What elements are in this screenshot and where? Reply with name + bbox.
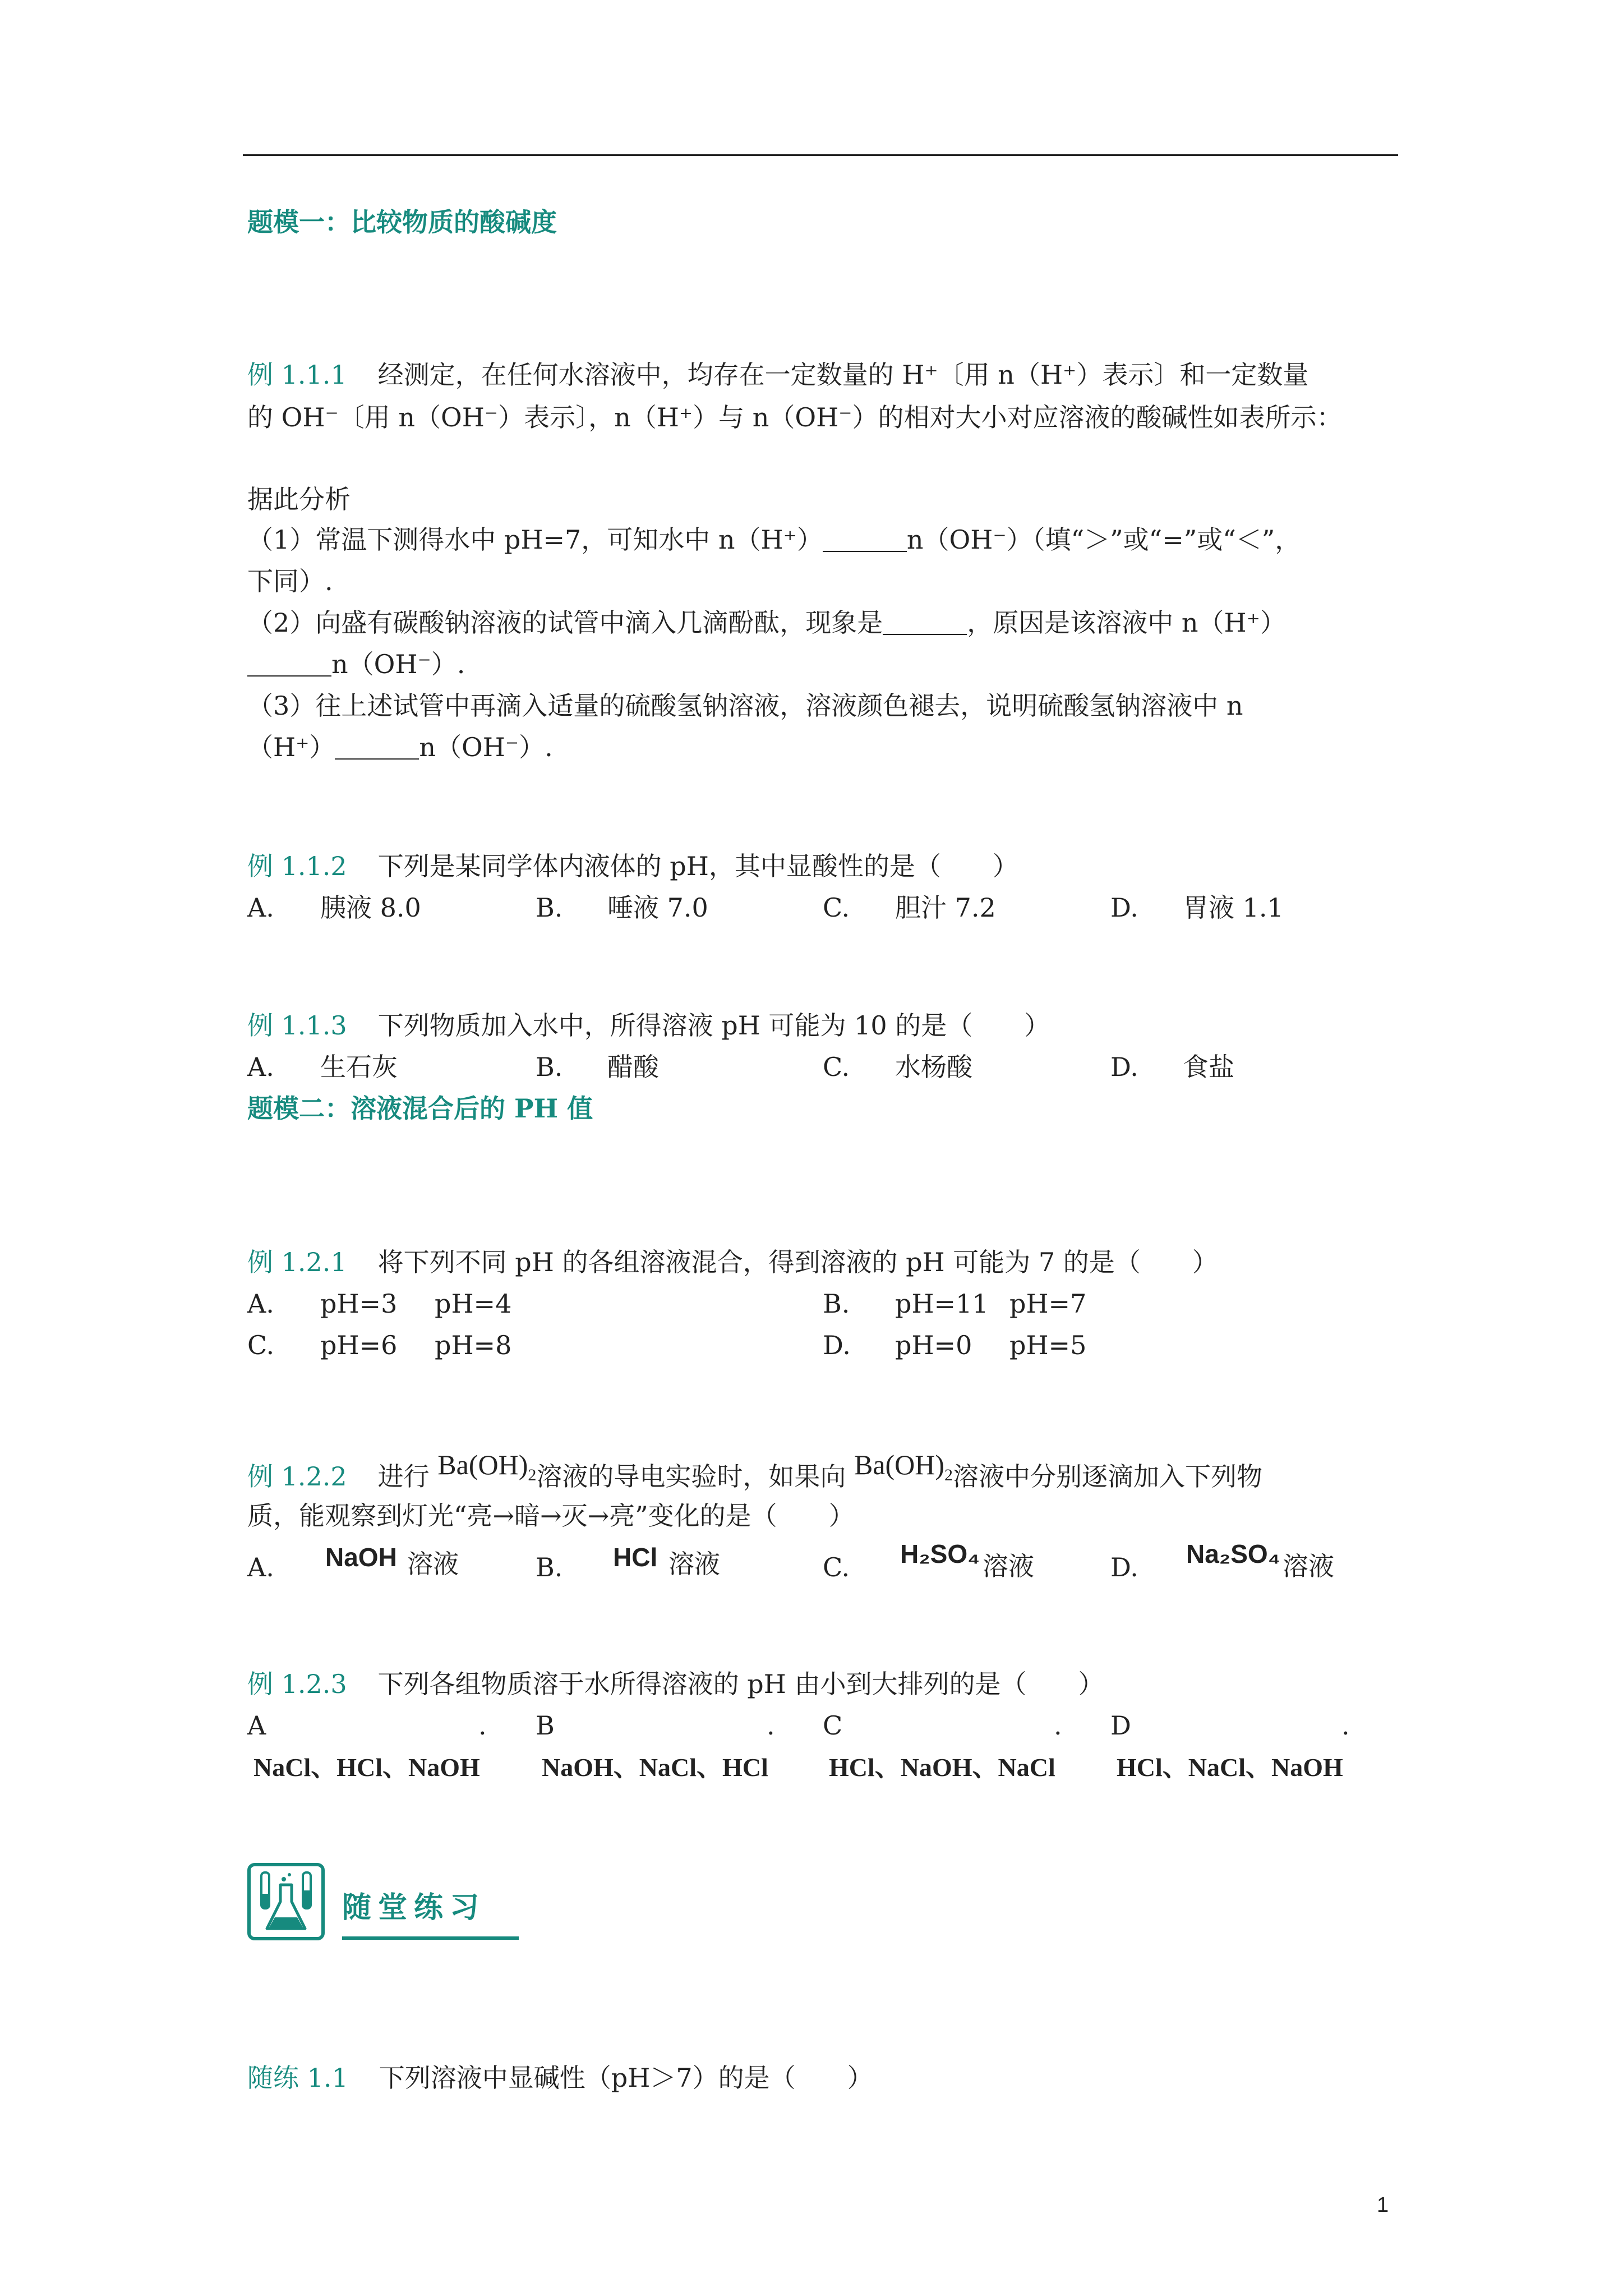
option-letter: C. — [823, 892, 850, 923]
ex123-option-c-letter[interactable]: C — [823, 1710, 843, 1741]
ex111-q1-part-b: n（OH⁻）（填“＞”或“=”或“＜”， — [906, 524, 1301, 555]
ex121-option-c-val2: pH=8 — [435, 1330, 512, 1360]
ex112-question — [247, 850, 1018, 883]
ex113-question-text: 下列物质加入水中，所得溶液 pH 可能为 10 的是（ ） — [377, 1010, 1050, 1041]
ex121-option-d[interactable] — [823, 1329, 851, 1362]
answer-blank[interactable] — [883, 608, 967, 635]
formula-text: NaOH — [325, 1543, 397, 1572]
ex112-option-b[interactable] — [536, 892, 562, 924]
ex112-option-d[interactable] — [1110, 892, 1138, 924]
ex122-option-d-formula — [1186, 1538, 1280, 1571]
ex123-question — [247, 1668, 1104, 1701]
ex122-option-a-suffix: 溶液 — [407, 1549, 459, 1579]
ex112-option-d-text: 胃液 1.1 — [1183, 892, 1284, 923]
header-rule — [243, 154, 1398, 156]
ex122-formula-1 — [437, 1449, 537, 1484]
flask-icon — [247, 1862, 325, 1941]
ex122-option-d[interactable] — [1110, 1552, 1138, 1584]
option-letter: B. — [823, 1289, 850, 1319]
formula-subscript: 2 — [528, 1466, 537, 1484]
ex123-option-c-dot: . — [1054, 1710, 1062, 1741]
ex111-q2-part-a: （2）向盛有碳酸钠溶液的试管中滴入几滴酚酞，现象是 — [247, 608, 883, 638]
ex122-question-line2: 质，能观察到灯光“亮→暗→灭→亮”变化的是（ ） — [247, 1501, 855, 1531]
ex123-label: 例 1.2.3 — [247, 1669, 347, 1699]
ex111-q2 — [247, 607, 1286, 639]
ex122-option-c-formula — [900, 1538, 980, 1571]
ex123-option-c-text: HCl、NaOH、NaCl — [829, 1753, 1055, 1782]
ex111-analysis: 据此分析 — [247, 484, 351, 514]
ex122-option-c-suffix: 溶液 — [983, 1551, 1034, 1581]
ex122-q-mid: 溶液的导电实验时，如果向 — [536, 1461, 846, 1492]
ex111-q2-part-b: ，原因是该溶液中 n（H⁺） — [967, 608, 1286, 638]
formula-text: H₂SO₄ — [900, 1539, 980, 1568]
ex111-text-line2: 的 OH⁻〔用 n（OH⁻）表示〕，n（H⁺）与 n（OH⁻）的相对大小对应溶液的酸碱性如表所示： — [247, 402, 1343, 432]
ex123-option-a-text: NaCl、HCl、NaOH — [253, 1753, 480, 1782]
practice-banner-title: 随堂练习 — [342, 1890, 486, 1925]
formula-text: Ba(OH) — [854, 1449, 945, 1480]
ex122-option-b-formula — [613, 1542, 657, 1574]
ex111-line1 — [247, 359, 1308, 392]
option-letter: C. — [247, 1330, 275, 1360]
ex113-option-a[interactable] — [247, 1051, 274, 1084]
ex121-question-text: 将下列不同 pH 的各组溶液混合，得到溶液的 pH 可能为 7 的是（ ） — [377, 1247, 1218, 1277]
ex122-q-pre: 进行 — [377, 1461, 430, 1492]
ex123-option-a-dot: . — [478, 1710, 487, 1741]
ex122-formula-2 — [854, 1449, 953, 1484]
ex122-label: 例 1.2.2 — [247, 1461, 347, 1492]
option-letter: A. — [247, 1552, 274, 1582]
formula-text: Ba(OH) — [437, 1449, 528, 1480]
ex121-option-a[interactable] — [247, 1288, 274, 1320]
ex111-q3-part-c: n（OH⁻）. — [419, 732, 553, 762]
ex121-option-c[interactable] — [247, 1329, 274, 1362]
ex111-q3-part-b: （H⁺） — [247, 732, 335, 762]
module2-title: 题模二：溶液混合后的 PH 值 — [247, 1093, 593, 1124]
ex111-q2-cont — [247, 648, 465, 681]
option-letter: D. — [1110, 1552, 1138, 1582]
ex121-option-d-val2: pH=5 — [1009, 1330, 1087, 1360]
ex111-q1-cont: 下同）. — [247, 566, 333, 596]
ex121-option-a-val2: pH=4 — [435, 1289, 512, 1319]
ex123-question-text: 下列各组物质溶于水所得溶液的 pH 由小到大排列的是（ ） — [377, 1669, 1104, 1699]
ex122-option-c[interactable] — [823, 1552, 850, 1584]
ex122-question — [247, 1449, 1263, 1497]
option-letter: A. — [247, 1052, 274, 1082]
ex111-q2-part-c: n（OH⁻）. — [331, 649, 465, 679]
ex121-option-a-val1: pH=3 — [320, 1289, 398, 1319]
ex112-option-c-text: 胆汁 7.2 — [895, 892, 996, 923]
ex111-q3-cont — [247, 731, 553, 764]
page-number: 1 — [1377, 2193, 1389, 2217]
answer-blank[interactable] — [335, 733, 419, 760]
ex122-option-b[interactable] — [536, 1552, 562, 1584]
ex113-option-b-text: 醋酸 — [607, 1052, 659, 1082]
formula-subscript: 2 — [944, 1466, 953, 1484]
ex113-option-c[interactable] — [823, 1051, 850, 1084]
ex122-option-b-suffix: 溶液 — [668, 1549, 720, 1579]
ex121-option-b-val1: pH=11 — [895, 1289, 989, 1319]
ex112-option-c[interactable] — [823, 892, 850, 924]
ex113-option-a-text: 生石灰 — [320, 1052, 398, 1082]
ex112-option-a-text: 胰液 8.0 — [320, 892, 421, 923]
ex111-label: 例 1.1.1 — [247, 360, 347, 390]
ex121-option-c-val1: pH=6 — [320, 1330, 398, 1360]
ex123-option-d-letter[interactable]: D — [1110, 1710, 1131, 1741]
ex113-label: 例 1.1.3 — [247, 1010, 347, 1041]
ex113-option-b[interactable] — [536, 1051, 562, 1084]
ex123-option-b-dot: . — [767, 1710, 775, 1741]
ex121-label: 例 1.2.1 — [247, 1247, 347, 1277]
ex112-label: 例 1.1.2 — [247, 851, 347, 881]
ex113-question — [247, 1010, 1050, 1042]
practice-question-text: 下列溶液中显碱性（pH＞7）的是（ ） — [379, 2063, 873, 2093]
option-letter: B. — [536, 892, 563, 923]
ex111-q1-part-a: （1）常温下测得水中 pH=7，可知水中 n（H⁺） — [247, 524, 823, 555]
ex123-option-b-text: NaOH、NaCl、HCl — [542, 1753, 768, 1782]
banner-underline — [342, 1936, 519, 1940]
ex123-option-d-dot: . — [1341, 1710, 1350, 1741]
option-letter: A. — [247, 892, 274, 923]
practice-question — [247, 2062, 873, 2095]
option-letter: D. — [823, 1330, 851, 1360]
answer-blank[interactable] — [823, 525, 907, 552]
module1-title: 题模一：比较物质的酸碱度 — [247, 207, 557, 237]
option-letter: B. — [536, 1052, 563, 1082]
formula-text: Na₂SO₄ — [1186, 1539, 1280, 1568]
ex121-option-d-val1: pH=0 — [895, 1330, 972, 1360]
option-letter: D. — [1110, 892, 1138, 923]
option-letter: B. — [536, 1552, 563, 1582]
ex123-option-a-letter[interactable]: A — [247, 1710, 266, 1741]
ex123-option-b-letter[interactable]: B — [536, 1710, 555, 1741]
ex122-q-end: 溶液中分别逐滴加入下列物 — [953, 1461, 1263, 1492]
ex113-option-d-text: 食盐 — [1183, 1052, 1234, 1082]
ex121-option-b[interactable] — [823, 1288, 850, 1320]
practice-label: 随练 1.1 — [247, 2063, 348, 2093]
ex122-option-a[interactable] — [247, 1552, 274, 1584]
ex111-text-line1: 经测定，在任何水溶液中，均存在一定数量的 H⁺〔用 n（H⁺）表示〕和一定数量 — [377, 360, 1309, 390]
ex121-question — [247, 1246, 1218, 1279]
ex112-question-text: 下列是某同学体内液体的 pH，其中显酸性的是（ ） — [377, 851, 1018, 881]
ex122-option-d-suffix: 溶液 — [1283, 1551, 1334, 1581]
answer-blank[interactable] — [247, 650, 331, 677]
ex113-option-c-text: 水杨酸 — [895, 1052, 972, 1082]
ex122-option-a-formula — [325, 1542, 397, 1574]
ex121-option-b-val2: pH=7 — [1009, 1289, 1087, 1319]
option-letter: C. — [823, 1552, 850, 1582]
formula-text: HCl — [613, 1543, 658, 1572]
ex113-option-d[interactable] — [1110, 1051, 1138, 1084]
ex112-option-b-text: 唾液 7.0 — [607, 892, 708, 923]
ex112-option-a[interactable] — [247, 892, 274, 924]
ex123-option-d-text: HCl、NaCl、NaOH — [1117, 1753, 1343, 1782]
ex111-q1 — [247, 524, 1301, 556]
ex111-q3: （3）往上述试管中再滴入适量的硫酸氢钠溶液，溶液颜色褪去，说明硫酸氢钠溶液中 n — [247, 691, 1243, 721]
option-letter: D. — [1110, 1052, 1138, 1082]
option-letter: A. — [247, 1289, 274, 1319]
option-letter: C. — [823, 1052, 850, 1082]
